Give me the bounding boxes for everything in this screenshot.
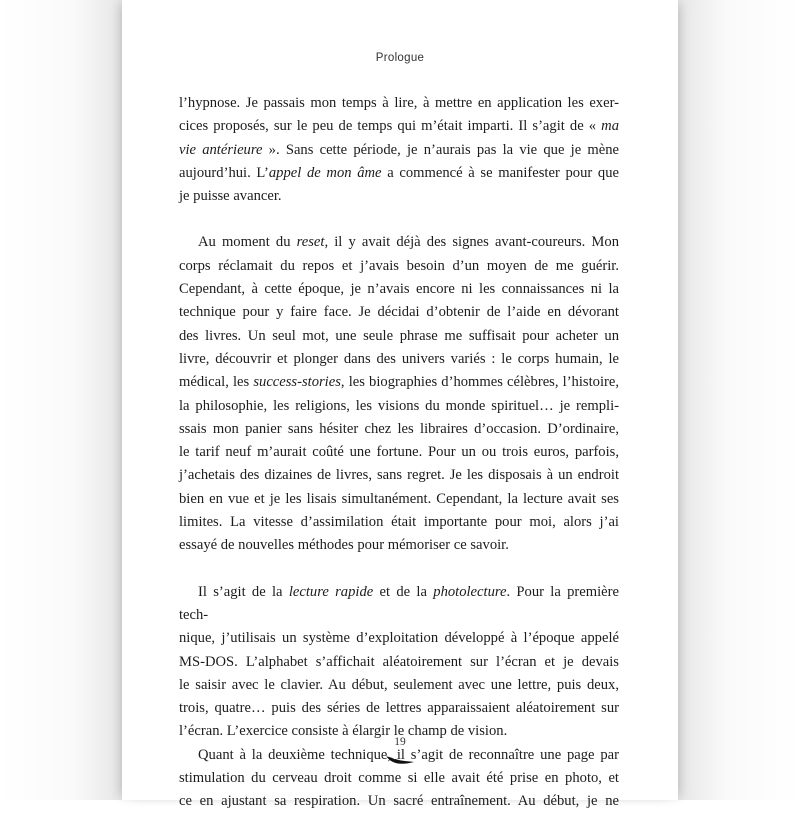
text-line: corps réclamait du repos et j’avais besoin d’un moyen de me guérir.: [179, 257, 619, 274]
body-text: [179, 92, 619, 814]
text-line: l’écran. L’exercice consiste à élargir le champ de vision.: [179, 723, 508, 740]
text-line: médical, les success-stories, les biographies d’hommes célèbres, l’histoire,: [179, 374, 619, 391]
text-line: limites. La vitesse d’assimilation était importante pour moi, alors j’ai: [179, 514, 619, 531]
paragraph-2: [179, 231, 619, 557]
text-line: le saisir avec le clavier. Au début, seulement avec une lettre, puis deux,: [179, 676, 619, 693]
running-head: Prologue: [375, 52, 425, 64]
text-line: Cependant, à cette époque, je n’avais encore ni les connaissances ni la: [179, 281, 619, 298]
text-line: je puisse avancer.: [179, 188, 282, 205]
text-line: nique, j’utilisais un système d’exploitation développé à l’époque appelé: [179, 630, 619, 647]
text-line: l’hypnose. Je passais mon temps à lire, à mettre en application les exer-: [179, 95, 619, 111]
book-page: [122, 0, 678, 810]
text-line: Au moment du reset, il y avait déjà des signes avant-coureurs. Mon: [198, 234, 619, 251]
page-gutter-left: [0, 0, 122, 800]
text-line: des livres. Un seul mot, une seule phrase me suffisait pour acheter un: [179, 327, 619, 344]
text-line: trois, quatre… puis des séries de lettres apparaissaient aléatoirement sur: [179, 700, 619, 717]
text-line: Il s’agit de la lecture rapide et de la photolecture. Pour la première tech-: [179, 583, 619, 623]
feather-ornament-icon: [385, 753, 415, 767]
paragraph-1: [179, 92, 619, 208]
text-line: le tarif neuf m’aurait coûté une fortune. Pour un ou trois euros, parfois,: [179, 444, 619, 461]
text-line: Quant à la deuxième technique, il s’agit de reconnaître une page par: [198, 746, 619, 763]
text-line: stimulation du cerveau droit comme si elle avait été prise en photo, et: [179, 770, 619, 787]
text-line: MS-DOS. L’alphabet s’affichait aléatoirement sur l’écran et je devais: [179, 653, 619, 670]
page-number: 19: [394, 736, 406, 748]
text-line: ce en ajustant sa respiration. Un sacré entraînement. Au début, je ne: [179, 793, 619, 810]
text-line: essayé de nouvelles méthodes pour mémoriser ce savoir.: [179, 537, 509, 554]
text-line: la philosophie, les religions, les visions du monde spirituel… je rempli-: [179, 397, 619, 414]
text-line: vie antérieure ». Sans cette période, je n’aurais pas la vie que je mène: [179, 141, 619, 158]
page-gutter-right: [678, 0, 800, 800]
text-line: technique pour y faire face. Je décidai d’obtenir de l’aide en dévorant: [179, 304, 619, 321]
text-line: aujourd’hui. L’appel de mon âme a commencé à se manifester pour que: [179, 164, 619, 181]
text-line: j’achetais des dizaines de livres, sans regret. Je les disposais à un endroit: [179, 467, 619, 484]
text-line: bien en vue et je les lisais simultanément. Cependant, la lecture avait ses: [179, 490, 619, 507]
text-line: cices proposés, sur le peu de temps qui m’était imparti. Il s’agit de « ma: [179, 118, 619, 135]
paragraph-3: [179, 581, 619, 744]
text-line: livre, découvrir et plonger dans des univers variés : le corps humain, le: [179, 350, 619, 367]
text-line: ssais mon panier sans hésiter chez les libraires d’occasion. D’ordinaire,: [179, 420, 619, 437]
